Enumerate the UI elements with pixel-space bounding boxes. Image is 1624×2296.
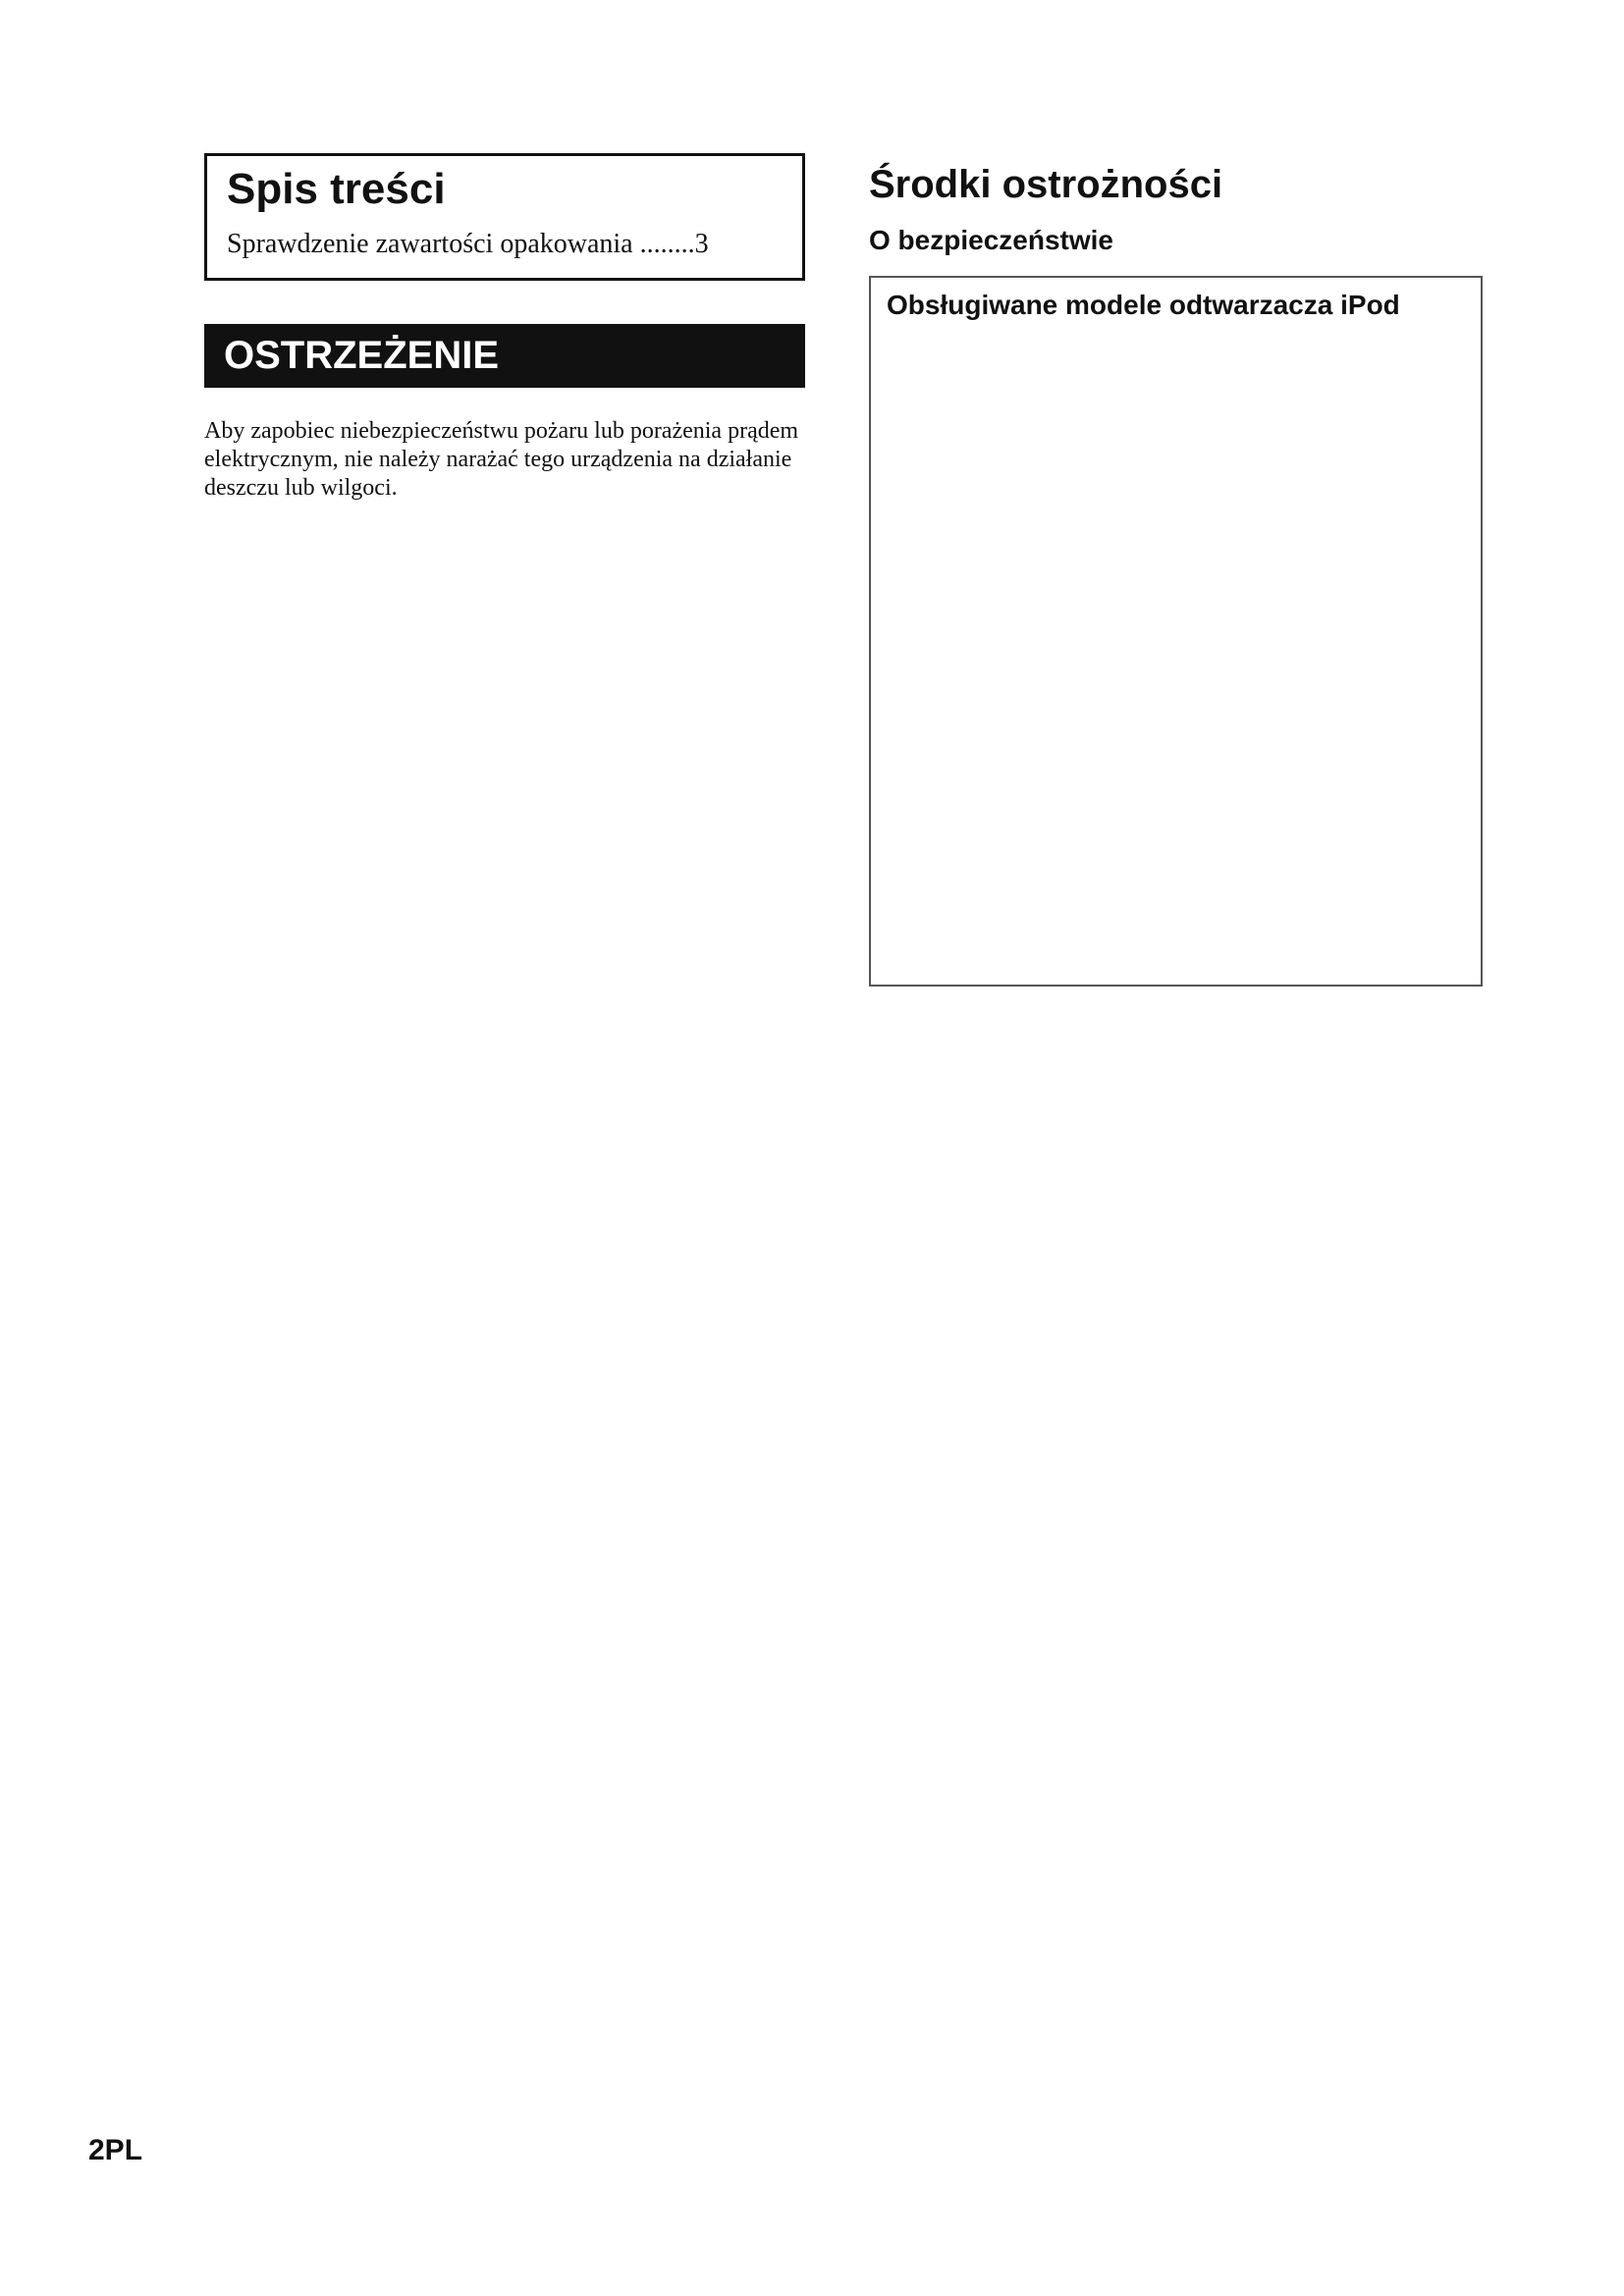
precautions-title: Środki ostrożności xyxy=(869,163,1223,206)
safety-title: O bezpieczeństwie xyxy=(869,225,1113,255)
toc-entry: Sprawdzenie zawartości opakowania ........3 xyxy=(227,229,709,259)
left-column xyxy=(204,153,805,503)
ipod-models-box xyxy=(869,276,1483,987)
right-column xyxy=(869,143,1483,987)
warning-title: OSTRZEŻENIE xyxy=(204,324,805,388)
warning-text: Aby zapobiec niebezpieczeństwu pożaru lub porażenia prądem elektrycznym, nie należy narażać tego urządzenia na działanie deszczu lub wilgoci. xyxy=(204,418,799,501)
table-of-contents xyxy=(204,153,805,281)
toc-title: Spis treści xyxy=(227,165,446,213)
ipod-box-title: Obsługiwane modele odtwarzacza iPod xyxy=(887,290,1400,320)
page-number: 2PL xyxy=(88,2134,143,2166)
